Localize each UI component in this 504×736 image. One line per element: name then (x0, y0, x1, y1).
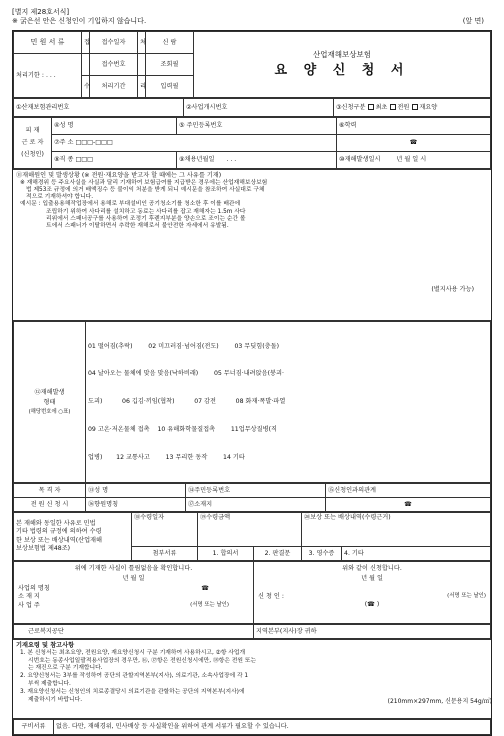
person-label: 피 재 근 로 자 (신청인) (14, 118, 52, 169)
addressee-row (13, 624, 491, 639)
guide-heading: 기재요령 및 참고사항 (16, 642, 75, 650)
page-side: (앞 면) (462, 17, 484, 25)
ids-row (13, 98, 491, 117)
form-title: 요 양 신 청 서 (274, 63, 410, 79)
receipt-date-label: 접수일자 (90, 32, 138, 54)
biz-owner-label: 사 업 주 (18, 602, 40, 610)
title-cell (194, 32, 491, 98)
form-number: [별지 제28호서식] (12, 8, 70, 16)
form-subtitle: 산업재해보상보험 (313, 49, 371, 59)
education-field[interactable]: ⑥학력 (337, 118, 491, 135)
employer-seal-note: (서명 또는 날인) (190, 602, 229, 609)
applicant-confirm: 위와 같이 신청합니다. 년 월 일 신 청 인 : (서명 또는 날인) (☎ ) (254, 562, 491, 624)
accident-date-field[interactable]: ⑩재해발생일시 년 월 일 시 (337, 152, 491, 169)
su-char: 수 (82, 76, 90, 98)
form-note: ※ 굵은선 안은 신청인이 기입하지 않습니다. (12, 17, 147, 26)
receipt-no-label: 접수번호 (90, 54, 138, 76)
docs-text: 없음. 다만, 재해경위, 민사배상 등 사실확인을 위하여 관계 서류가 필요할 수 있습니다. (54, 720, 491, 735)
accident-type-label: ⑫재해발생 형태 (해당번호에 ○표) (14, 322, 86, 483)
witness-rrn[interactable]: ⑭주민등록번호 (186, 484, 326, 498)
rrn-field[interactable]: ⑤ 주민등록번호 (177, 118, 337, 135)
cause-section[interactable]: ⑪재해원인 및 발생상황 (※ 전원·재요양을 받고자 할 때에는 그 사유를 기재) ※ 재해경위 등 주요사실을 사실과 달리 기재하여 보험급여를 지급받은 경우에는 산업재해보상보험 법 제53조 규정에 의거 배액징수 등 불이익 처분을 받게 되니 예시문을 참조하여 사실대로 구체 적으로 기재하셔야 합니다. 예시문 : 입출용용해작업장에서 용해로 부대설비인 공기청소기를 청소한 후 이를 배관에 조립하기 위하여 사다리를 설치하고 동료는 사다리를 잡고 재해자는 1.5m 사다 리위에서 스패너공구를 사용하여 조정기 후렌지부분을 양손으로 조이는 순간 볼 트에서 스패너가 이탈하면서 추락한 재해로서 불안전한 자세에서 유발됨. (별지사용 가능) (13, 169, 491, 321)
hospital-location[interactable]: ⑰소재지 (186, 498, 326, 512)
compensation-label: 본 재해와 동일한 사유로 민법 기타 법령의 규정에 의하여 수령 한 보상 또는 배상내역(산업재해 보상보험법 제48조) (14, 513, 132, 561)
business-start-no: ②사업개시번호 (184, 99, 334, 117)
compensation-block (13, 512, 491, 561)
handler-label: 신 람 (146, 32, 194, 54)
witness-relation[interactable]: ⑮신청인과의관계 (326, 484, 491, 498)
form-frame (12, 30, 492, 736)
accident-type-options[interactable]: 01 떨어짐(추락) 02 미끄러짐·넘어짐(전도) 03 무딪힘(충돌) 04 날아오는 물체에 맞음 맞음(낙하비래) 05 무너짐·내려앉음(붕괴· 도괴) 06 깁김·끼임(협착) 07 감전 08 화재·폭발·파열 09 고온·저온물체 접촉 10 유해화학물질접촉 11업무상질병(직 업병) 12 교통사고 13 무리한 동작 14 기타 (86, 322, 491, 483)
accident-type-block (13, 321, 491, 483)
proc-date-label: 처리기간 (90, 76, 138, 98)
reapply-checkbox[interactable] (412, 104, 418, 110)
application-type: ③신청구분 최초 전원 재요양 (334, 99, 491, 117)
attach-1: 1. 합의서 (198, 547, 254, 561)
employer-phone-icon: ☎ (201, 584, 209, 592)
check-done-label: 조회필 (146, 54, 194, 76)
applicant-label: 신 청 인 : (258, 592, 284, 600)
top-block (13, 31, 491, 98)
cheo-char: 처 (138, 32, 146, 54)
name-field[interactable]: ④성 명 (52, 118, 177, 135)
witness-label: 목 격 자 (14, 484, 86, 498)
applicant-seal-note: (서명 또는 날인) (447, 592, 486, 599)
industrial-mgmt-no: ①산재보험관리번호 (14, 99, 184, 117)
attach-3: 3. 영수증 (302, 547, 342, 561)
applicant-phone: (☎ ) (364, 601, 380, 609)
recv-detail-field[interactable]: ⑳보상 또는 배상내역(수령근거) (302, 513, 491, 547)
attach-2: 2. 판결문 (254, 547, 302, 561)
biz-name-label: 사업의 명칭 (18, 584, 50, 592)
guide-section: 기재요령 및 참고사항 1. 본 신청서는 최초요양, 전원요양, 재요양신청시 구분 기재하여 사용하시고, ②항 사업개 시번호는 동종사업일괄적용사업장의 경우만, ⑯, ⑰항은 전원신청시에만, ⑱항은 전원 또는 는 재진으로 구분 기재합니다. 2. 요양신청서는 3부를 작성하여 공단의 관할지역본부(지사), 의료기관, 소속사업장에 각 1 부씩 제출합니다. 3. 재요양신청서는 신청인의 치료종결당시 의료기관을 관할하는 공단의 지역본부(지사)에 제출하시기 바랍니다. (13, 639, 491, 719)
first-checkbox[interactable] (368, 104, 374, 110)
attach-label: 첨부서류 (132, 547, 198, 561)
recv-date-field[interactable]: ⑱수령일자 (132, 513, 198, 547)
paper-size-note: (210mm×297mm, 신문용지 54g/㎡) (387, 698, 492, 705)
input-done-label: 입력필 (146, 76, 194, 98)
attach-4: 4. 기타 (342, 547, 491, 561)
address-field[interactable]: ⑦주 소 □□□-□□□ (52, 135, 337, 152)
jeop-char: 접 (82, 32, 90, 54)
recv-amount-field[interactable]: ⑲수령금액 (198, 513, 302, 547)
extra-paper-note: (별지사용 가능) (431, 286, 474, 294)
cause-heading: ⑪재해원인 및 발생상황 (※ 전원·재요양을 받고자 할 때에는 그 사유를 기재) (16, 172, 222, 179)
form-header (12, 8, 492, 27)
docs-label: 구비서류 (14, 720, 54, 735)
addressee-right: 지역본부(지사)장 귀하 (254, 625, 491, 639)
employer-confirm: 위에 기재한 사실이 틀림없음을 확인합니다. 년 월 일 사업의 명칭 ☎ 소 재 지 사 업 주 (서명 또는 날인) (14, 562, 254, 624)
addressee-left: 근로복지공단 (14, 625, 254, 639)
hospital-phone-icon: ☎ (326, 498, 491, 512)
relapse-checkbox[interactable] (390, 104, 396, 110)
biz-loc-label: 소 재 지 (18, 593, 40, 601)
witness-block (13, 483, 491, 512)
person-block (13, 117, 491, 169)
witness-name[interactable]: ⑬성 명 (86, 484, 186, 498)
hire-date-field[interactable]: ⑨채용년월일 . . . (177, 152, 337, 169)
docs-row (13, 719, 491, 735)
process-limit: 처리기한 : . . . (14, 54, 82, 98)
job-field[interactable]: ⑧직 종 □□□ (52, 152, 177, 169)
phone-icon: ☎ (337, 135, 491, 152)
confirm-block (13, 561, 491, 624)
hospital-name[interactable]: ⑯향원명칭 (86, 498, 186, 512)
ri-char: 리 (138, 76, 146, 98)
hospital-label: 전 원 신 청 시 (14, 498, 86, 512)
civil-type-label: 민 원 서 류 (14, 32, 82, 54)
